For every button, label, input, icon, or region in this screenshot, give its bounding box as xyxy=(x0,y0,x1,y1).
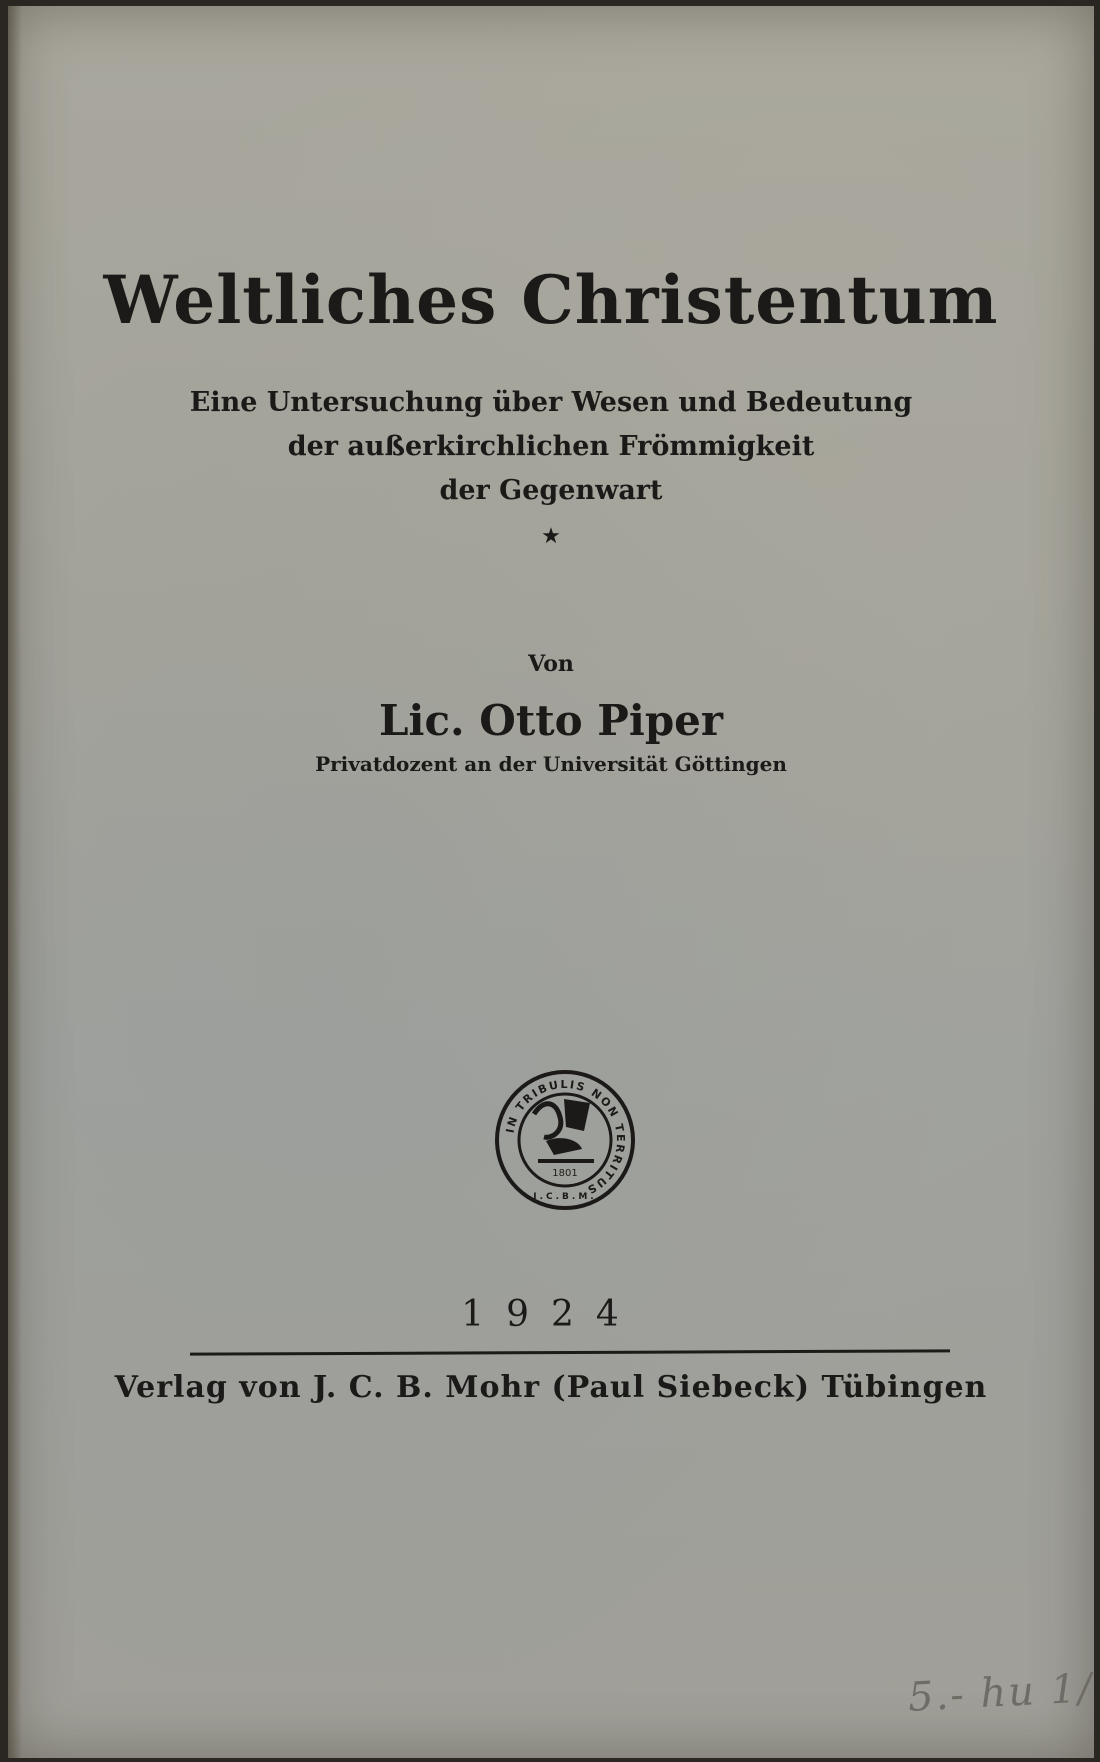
title-page xyxy=(8,6,1094,1758)
publisher-line: Verlag von J. C. B. Mohr (Paul Siebeck) Tübingen xyxy=(114,1370,988,1405)
handwritten-price-note: 5.- hu 1/ xyxy=(906,1665,1095,1721)
author-name: Lic. Otto Piper xyxy=(378,696,724,745)
by-label: Von xyxy=(528,651,574,677)
publication-year: 1924 xyxy=(461,1294,641,1335)
subtitle-line-1: Eine Untersuchung über Wesen und Bedeutung xyxy=(189,387,913,418)
book-title: Weltliches Christentum xyxy=(103,261,999,339)
author-affiliation: Privatdozent an der Universität Göttingen xyxy=(315,752,787,776)
subtitle-line-3: der Gegenwart xyxy=(439,475,663,506)
publisher-seal-icon xyxy=(494,1069,636,1211)
svg-text:IN TRIBULIS NON TERRITUS xyxy=(503,1078,627,1197)
publisher-divider xyxy=(190,1349,950,1355)
subtitle-line-2: der außerkirchlichen Frömmigkeit xyxy=(287,431,815,462)
seal-initials: J.C.B.M. xyxy=(533,1192,597,1202)
seal-year: 1801 xyxy=(552,1168,578,1179)
star-ornament: ★ xyxy=(541,524,561,549)
seal-ring-text: IN TRIBULIS NON TERRITUS xyxy=(503,1077,628,1198)
